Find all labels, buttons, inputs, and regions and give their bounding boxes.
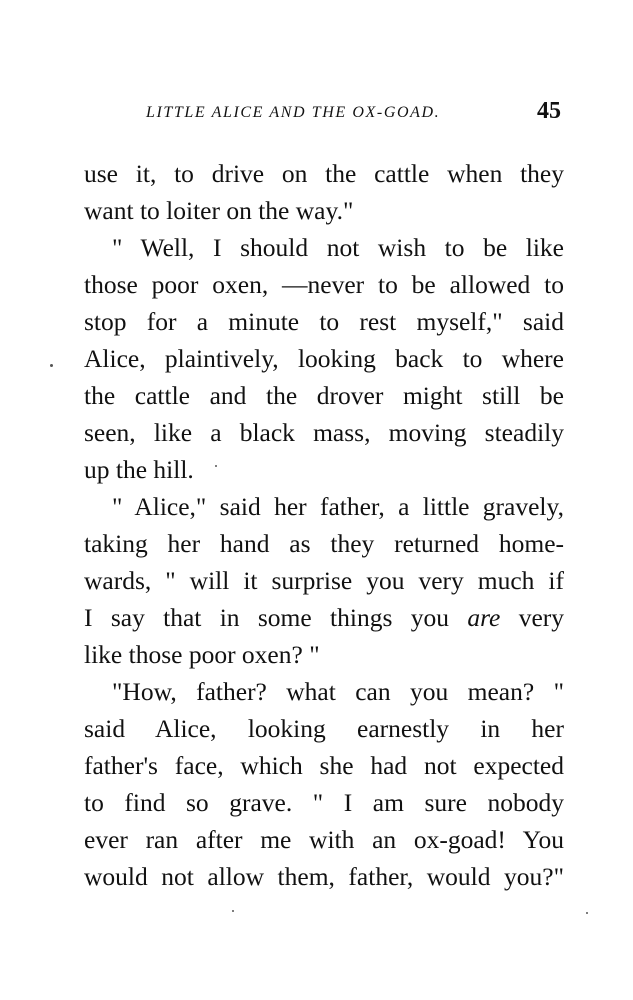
text-line: I say that in some things you are very bbox=[84, 603, 565, 632]
print-speck bbox=[232, 910, 234, 912]
text-line: use it, to drive on the cattle when they bbox=[84, 159, 564, 188]
text-line: would not allow them, father, would you?" bbox=[84, 862, 564, 891]
text-line: to find so grave. " I am sure nobody bbox=[84, 788, 564, 817]
text-line: those poor oxen, —never to be allowed to bbox=[84, 270, 564, 299]
text-line: Alice, plaintively, looking back to where bbox=[84, 344, 564, 373]
text-line: want to loiter on the way." bbox=[84, 196, 354, 225]
text-line: "How, father? what can you mean? " bbox=[112, 677, 564, 706]
running-head: LITTLE ALICE AND THE OX-GOAD. bbox=[146, 104, 441, 121]
print-speck bbox=[215, 465, 217, 467]
text-line: wards, " will it surprise you very much if bbox=[84, 566, 564, 595]
text-line: father's face, which she had not expected bbox=[84, 751, 564, 780]
text-line: up the hill. bbox=[84, 455, 194, 484]
text-line: taking her hand as they returned home- bbox=[84, 529, 564, 558]
text-line: the cattle and the drover might still be bbox=[84, 381, 564, 410]
text-line: said Alice, looking earnestly in her bbox=[84, 714, 564, 743]
text-line: " Alice," said her father, a little gravely, bbox=[112, 492, 564, 521]
body-text bbox=[84, 155, 564, 895]
text-line: like those poor oxen? " bbox=[84, 640, 320, 669]
text-line: stop for a minute to rest myself," said bbox=[84, 307, 564, 336]
text-line: " Well, I should not wish to be like bbox=[112, 233, 564, 262]
text-line: ever ran after me with an ox-goad! You bbox=[84, 825, 564, 854]
print-speck bbox=[586, 912, 588, 914]
print-speck bbox=[50, 364, 53, 367]
text-line: seen, like a black mass, moving steadily bbox=[84, 418, 564, 447]
page-number: 45 bbox=[537, 98, 561, 124]
